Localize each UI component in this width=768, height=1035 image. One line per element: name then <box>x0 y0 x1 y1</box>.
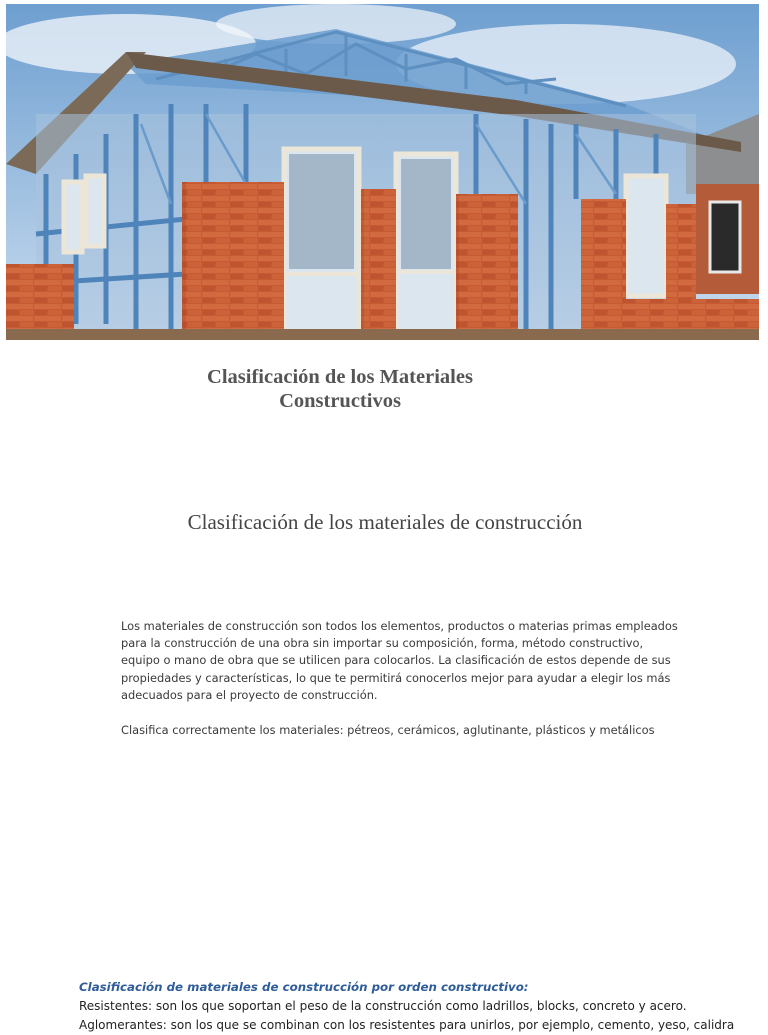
house-frame-construction-photo-icon <box>6 4 759 340</box>
instruction-paragraph: Clasifica correctamente los materiales: pétreos, cerámicos, aglutinante, plásticos y metálicos <box>121 723 655 737</box>
intro-paragraph: Los materiales de construcción son todos los elementos, productos o materias primas empleados para la construcción de una obra sin importar su composición, forma, método constructivo, equipo o mano de obra que se utilicen para colocarlos. La clasificación de estos depende de sus propiedades y características, lo que te permitirá conocerlos mejor para ayudar a elegir los más adecuados para el proyecto de construcción. <box>121 619 678 702</box>
section-line-aglomerantes: Aglomerantes: son los que se combinan con los resistentes para unirlos, por ejemplo, cemento, yeso, calidra <box>79 1018 735 1032</box>
section-heading: Clasificación de materiales de construcción por orden constructivo: <box>79 980 529 994</box>
document-title <box>150 365 530 413</box>
section-line-resistentes: Resistentes: son los que soportan el peso de la construcción como ladrillos, blocks, concreto y acero. <box>79 999 687 1013</box>
hero-image <box>6 4 759 340</box>
document-title-line-2: Constructivos <box>279 390 401 412</box>
classification-section <box>79 978 759 1035</box>
document-title-line-1: Clasificación de los Materiales <box>207 366 473 388</box>
document-subtitle: Clasificación de los materiales de construcción <box>187 510 583 534</box>
